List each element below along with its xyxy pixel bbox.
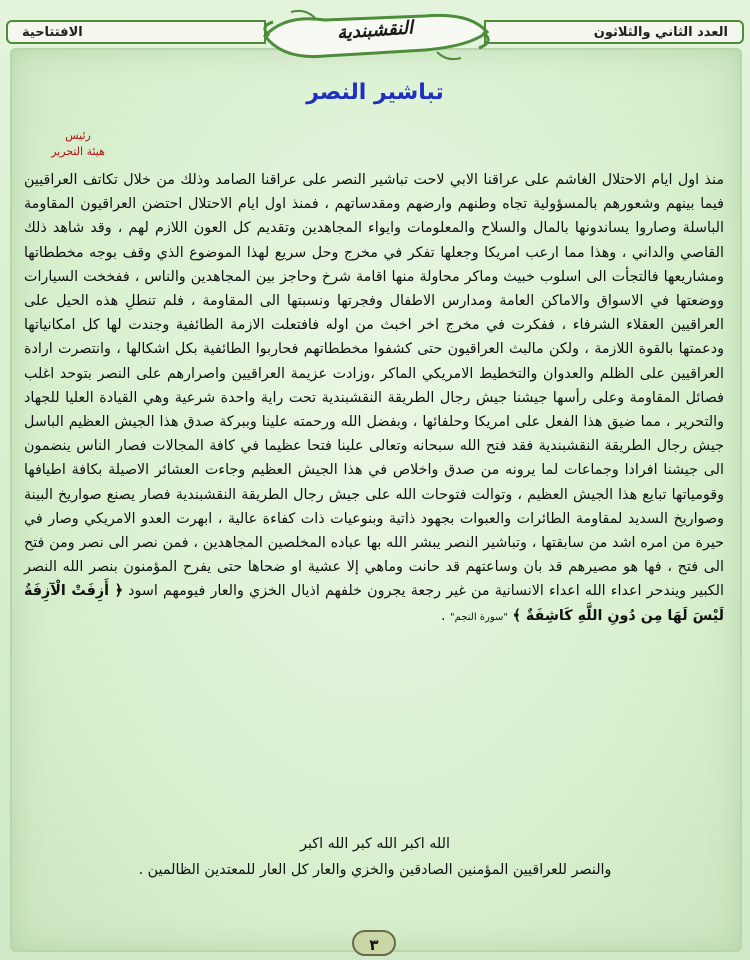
section-label: الافتتاحية (22, 24, 83, 40)
closing-line: والنصر للعراقيين المؤمنين الصادقين والخزي والعار كل العار للمعتدين الظالمين . (138, 862, 612, 878)
magazine-scroll (255, 6, 495, 66)
page-number: ٣ (352, 930, 396, 956)
issue-ribbon (484, 20, 744, 44)
body-paragraph: منذ اول ايام الاحتلال الغاشم على عراقنا الابي لاحت تباشير النصر على عراقنا الصامد وذلك من خلال تكاتف العراقيين فيما بينهم وشعورهم بالمسؤولية تجاه وطنهم وارضهم ومقدساتهم ، فمنذ اول ايام الاحتلال احتضن العراقيون المقاومة الباسلة وصاروا يساندونها بالمال والسلاح والمعلومات وايواء المجاهدين وتقديم كل العون اللازم لهم ، وقد شاهد ذلك القاصي والداني ، وهذا مما ارعب امريكا وجعلها تفكر في مخرج وحل سريع لهذا الموضوع الذي وقف بوجه مخططاتها ومشاريعها فالتجأت الى اسلوب خبيث وماكر محاولة منها اقامة شرخ وحاجز بين المجاهدين والناس ، ففخخت السيارات ووضعتها في الاسواق والاماكن العامة ومدارس الاطفال وفجرتها ونسبتها الى المقاومة ، فلم تنطلِ هذه الحيل على العراقيين العقلاء الشرفاء ، ففكرت في مخرج اخر اخبث من اوله فافتعلت الازمة الطائفية وجندت لها كل امكانياتها ودعمتها بالقوة اللازمة ، ولكن مالبث العراقيون حتى كشفوا مخططاتهم فحاربوا الطائفية بكل اشكالها ، وانتصرت ارادة العراقيين على الظلم والعدوان والتخطيط الامريكي الماكر ،وزادت عزيمة العراقيين واصرارهم على النصر بتوحد اغلب فصائل المقاومة وعلى رأسها جيشنا جيش رجال الطريقة النقشبندية تحت راية واحدة شرعية وهي القيادة العليا للجهاد والتحرير ، مما ضيق هذا الفعل على امريكا وحلفائها ، وبفضل الله ورحمته علينا وببركة صدق هذا الجيش العظيم الباسل جيش رجال الطريقة النقشبندية فقد فتح الله سبحانه وتعالى علينا فتحا عظيما في كافة المجالات فصار الناس ينضمون الى جيشنا افرادا وجماعات لما يرونه من صدق واخلاص في هذا الجيش العظيم وجاءت العشائر الاصيلة بكافة اطيافها وقومياتها تبايع هذا الجيش العظيم ، وتوالت فتوحات الله على جيش رجال الطريقة النقشبندية فصار يصنع صواريخ البينة وصواريخ السديد لمقاومة الطائرات والعبوات بجهود ذاتية وبنوعيات ذات كفاءة عالية ، ابهرت العدو الامريكي وصار في حيرة من امره اشد من سابقتها ، وتباشير النصر يبشر الله بها عباده المخلصين المجاهدين ، فمن نصر الى نصر ومن فتح الى فتح ، فها هو مصيرهم قد بان وساعتهم قد حانت وماهي إلا عشية او ضحاها حتى يفرح المؤمنون بنصر الله النصر الكبير ويندحر اعداء الله اعداء الانسانية من غير رجعة يجرون خلفهم اذيال الخزي والعار فيومهم اسود (24, 172, 724, 600)
verse-source: "سورة النجم" (450, 611, 508, 623)
quran-verse: ﴿ أَزِفَتْ الْآزِفَةُ لَيْسَ لَهَا مِن دُونِ اللَّهِ كَاشِفَةٌ ﴾ "سورة النجم" . (24, 583, 724, 624)
verse-text: ﴿ أَزِفَتْ الْآزِفَةُ لَيْسَ لَهَا مِن دُونِ اللَّهِ كَاشِفَةٌ ﴾ (24, 583, 724, 624)
section-ribbon (6, 20, 266, 44)
author-line-2: هيئة التحرير (51, 145, 105, 158)
article-title: تباشير النصر (306, 80, 444, 105)
issue-label: العدد الثاني والثلاثون (593, 24, 728, 40)
header-banner (0, 0, 750, 90)
author-credit (38, 128, 118, 160)
author-line-1: رئيس (65, 129, 91, 142)
article-body (24, 168, 724, 630)
magazine-name: النقشبندية (336, 17, 414, 44)
takbir-line: الله اكبر الله كبر الله اكبر (300, 836, 450, 852)
